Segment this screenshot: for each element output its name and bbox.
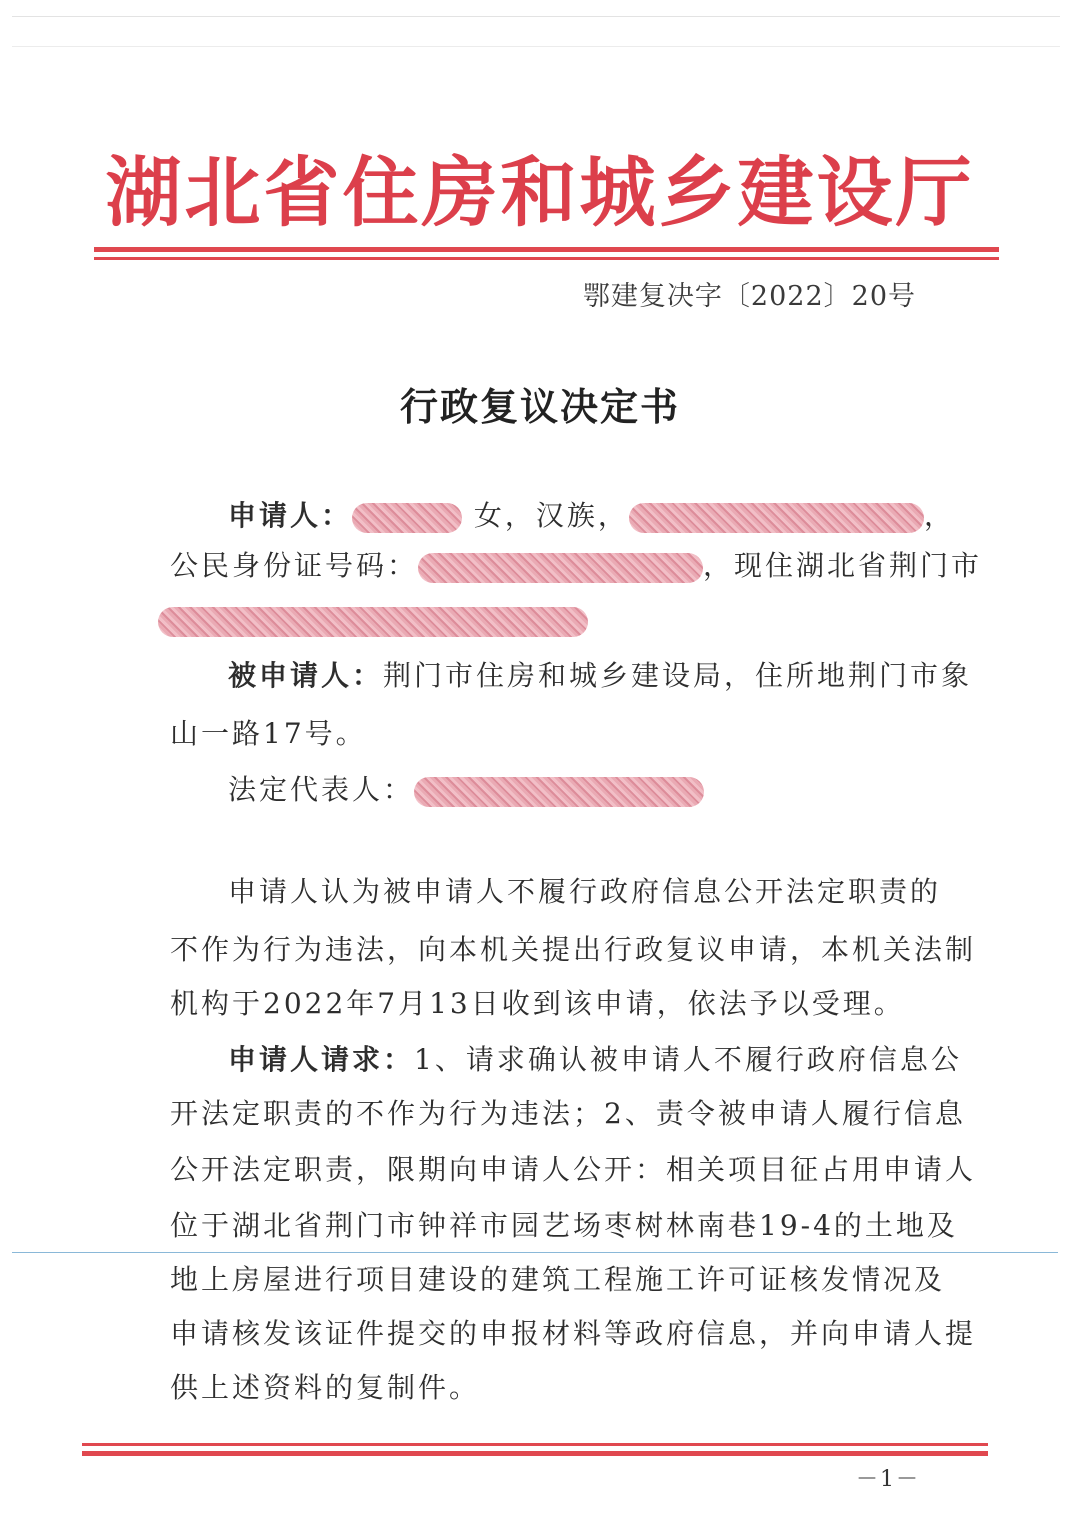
paragraph-line: 机构于2022年7月13日收到该申请，依法予以受理。: [170, 987, 905, 1020]
footer-red-rule: [82, 1443, 988, 1446]
request-text: 1、请求确认被申请人不履行政府信息公: [414, 1043, 962, 1076]
legal-rep-label: 法定代表人：: [228, 773, 415, 806]
request-first-line: [228, 1040, 962, 1080]
address-prefix: ，现住湖北省荆门市: [703, 549, 983, 582]
redacted-id-number: [418, 553, 703, 583]
paragraph-line: 位于湖北省荆门市钟祥市园艺场枣树林南巷19-4的土地及: [170, 1209, 958, 1242]
request-label: 申请人请求：: [228, 1043, 415, 1076]
scan-artifact-line: [12, 1252, 1058, 1253]
header-red-rule: [94, 247, 999, 252]
paragraph-line: 申请人认为被申请人不履行政府信息公开法定职责的: [228, 875, 942, 908]
header-red-rule: [94, 257, 999, 260]
paragraph-line: 地上房屋进行项目建设的建筑工程施工许可证核发情况及: [170, 1263, 946, 1296]
paragraph-line: 供上述资料的复制件。: [170, 1371, 481, 1404]
footer-red-rule: [82, 1451, 988, 1456]
respondent-text: 荆门市住房和城乡建设局，住所地荆门市象: [383, 659, 973, 692]
applicant-comma: ，: [923, 499, 955, 532]
applicant-label: 申请人：: [228, 499, 353, 532]
document-title: 行政复议决定书: [399, 384, 680, 429]
paragraph-line: 不作为行为违法，向本机关提出行政复议申请，本机关法制: [170, 933, 977, 966]
scan-artifact-line: [12, 46, 1060, 47]
legal-rep-line: [228, 770, 704, 810]
address-line: [158, 600, 588, 640]
scan-artifact-line: [12, 16, 1060, 17]
applicant-line: [228, 496, 955, 536]
respondent-label: 被申请人：: [228, 659, 384, 692]
paragraph-line: 开法定职责的不作为行为违法；2、责令被申请人履行信息: [170, 1097, 966, 1130]
respondent-address: 山一路17号。: [170, 717, 367, 750]
document-number: 鄂建复决字〔2022〕20号: [582, 281, 916, 312]
id-line: [170, 546, 982, 586]
id-label: 公民身份证号码：: [170, 549, 419, 582]
applicant-attributes: 女，汉族，: [473, 499, 629, 532]
paragraph-line: 公开法定职责，限期向申请人公开：相关项目征占用申请人: [170, 1153, 977, 1186]
redacted-name: [352, 503, 462, 533]
paragraph-line: 申请核发该证件提交的申报材料等政府信息，并向申请人提: [170, 1317, 977, 1350]
redacted-birthdate: [629, 503, 924, 533]
redacted-legal-rep: [414, 777, 704, 807]
page-number: －1－: [856, 1467, 920, 1492]
respondent-line: [228, 656, 972, 696]
agency-title: 湖北省住房和城乡建设厅: [105, 148, 975, 237]
redacted-address: [158, 607, 588, 637]
